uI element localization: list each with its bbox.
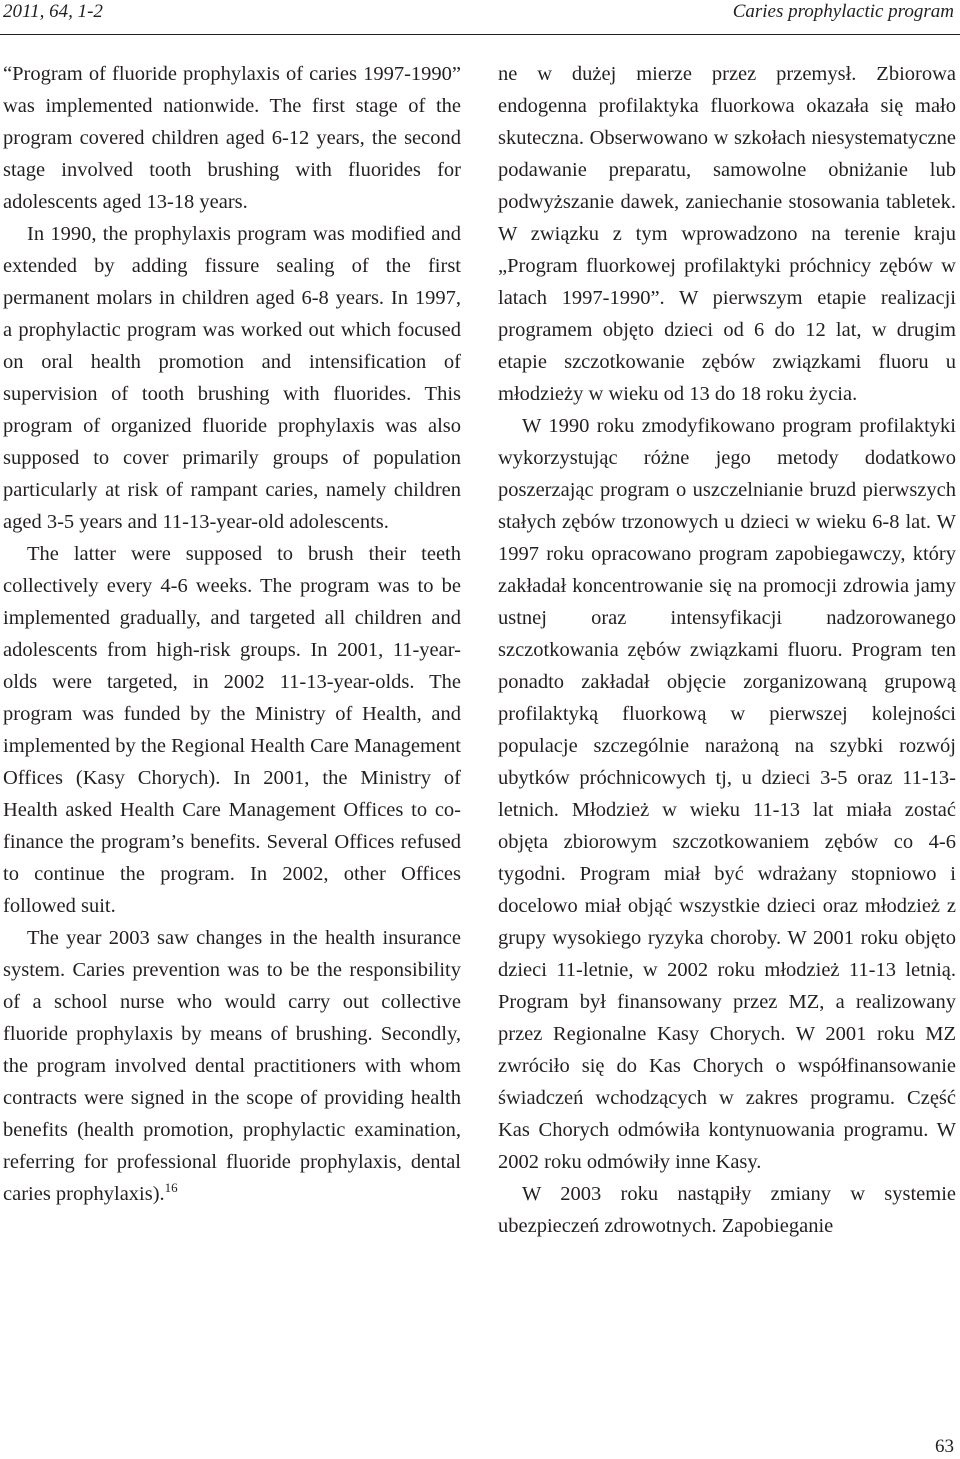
paragraph: W 1990 roku zmodyfikowano program profilaktyki wykorzystując różne jego metody dodatkowo poszerzając program o uszczelnianie bruzd pierwszych stałych zębów trzonowych u dzieci w wieku 6-8 lat. W 1997 roku opracowano program zapobiegawczy, który zakładał koncentrowanie się na promocji zdrowia jamy ustnej oraz intensyfikacji nadzorowanego szczotkowania zębów związkami fluoru. Program ten ponadto zakładał objęcie zorganizowaną grupową profilaktyką fluorkową w pierwszej kolejności populacje szczególnie narażoną na szybki rozwój ubytków próchnicowych tj, u dzieci 3-5 oraz 11-13-letnich. Młodzież w wieku 11-13 lat miała zostać objęta zbiorowym szczotkowaniem zębów co 4-6 tygodni. Program miał być wdrażany stopniowo i docelowo miał objąć wszystkie dzieci oraz młodzież z grupy wysokiego ryzyka choroby. W 2001 roku objęto dzieci 11-letnie, w 2002 roku młodzież 11-13 letnią. Program był finansowany przez MZ, a realizowany przez Regionalne Kasy Chorych. W 2001 roku MZ zwróciło się do Kas Chorych o współfinansowanie świadczeń wchodzących w zakres programu. Część Kas Chorych odmówiła kontynuowania programu. W 2002 roku odmówiły inne Kasy. <box>498 415 956 1173</box>
paragraph: “Program of fluoride prophylaxis of caries 1997-1990” was implemented nationwide. The first stage of the program covered children aged 6-12 years, the second stage involved tooth brushing with fluorides for adolescents aged 13-18 years. <box>3 63 461 213</box>
paragraph: W 2003 roku nastąpiły zmiany w systemie ubezpieczeń zdrowotnych. Zapobieganie <box>498 1183 956 1237</box>
right-column <box>498 58 956 1242</box>
paragraph: ne w dużej mierze przez przemysł. Zbiorowa endogenna profilaktyka fluorkowa okazała się mało skuteczna. Obserwowano w szkołach niesystematyczne podawanie preparatu, samowolne obniżanie lub podwyższanie dawek, zaniechanie stosowania tabletek. W związku z tym wprowadzono na terenie kraju „Program fluorkowej profilaktyki próchnicy zębów w latach 1997-1990”. W pierwszym etapie realizacji programem objęto dzieci od 6 do 12 lat, w drugim etapie szczotkowanie zębów związkami fluoru u młodzieży w wieku od 13 do 18 roku życia. <box>498 63 956 405</box>
header-rule <box>0 34 960 35</box>
paragraph: In 1990, the prophylaxis program was modified and extended by adding fissure sealing of the first permanent molars in children aged 6-8 years. In 1997, a prophylactic program was worked out which focused on oral health promotion and intensification of supervision of tooth brushing with fluorides. This program of organized fluoride prophylaxis was also supposed to cover primarily groups of population particularly at risk of rampant caries, namely children aged 3-5 years and 11-13-year-old adolescents. <box>3 223 461 533</box>
paragraph-text: The year 2003 saw changes in the health insurance system. Caries prevention was to be the responsibility of a school nurse who would carry out collective fluoride prophylaxis by means of brushing. Secondly, the program involved dental practitioners with whom contracts were signed in the scope of providing health benefits (health promotion, prophylactic examination, referring for professional fluoride prophylaxis, dental caries prophylaxis). <box>3 927 461 1205</box>
running-title: Caries prophylactic program <box>732 1 954 22</box>
running-head <box>0 0 960 30</box>
left-column <box>3 58 461 1210</box>
paragraph-with-footnote <box>3 922 461 1210</box>
page-number: 63 <box>935 1436 954 1457</box>
journal-reference: 2011, 64, 1-2 <box>3 1 103 22</box>
paragraph: The latter were supposed to brush their teeth collectively every 4-6 weeks. The program was to be implemented gradually, and targeted all children and adolescents from high-risk groups. In 2001, 11-year-olds were targeted, in 2002 11-13-year-olds. The program was funded by the Ministry of Health, and implemented by the Regional Health Care Management Offices (Kasy Chorych). In 2001, the Ministry of Health asked Health Care Management Offices to co-finance the program’s benefits. Several Offices refused to continue the program. In 2002, other Offices followed suit. <box>3 543 461 917</box>
footnote-reference[interactable]: 16 <box>164 1180 178 1196</box>
